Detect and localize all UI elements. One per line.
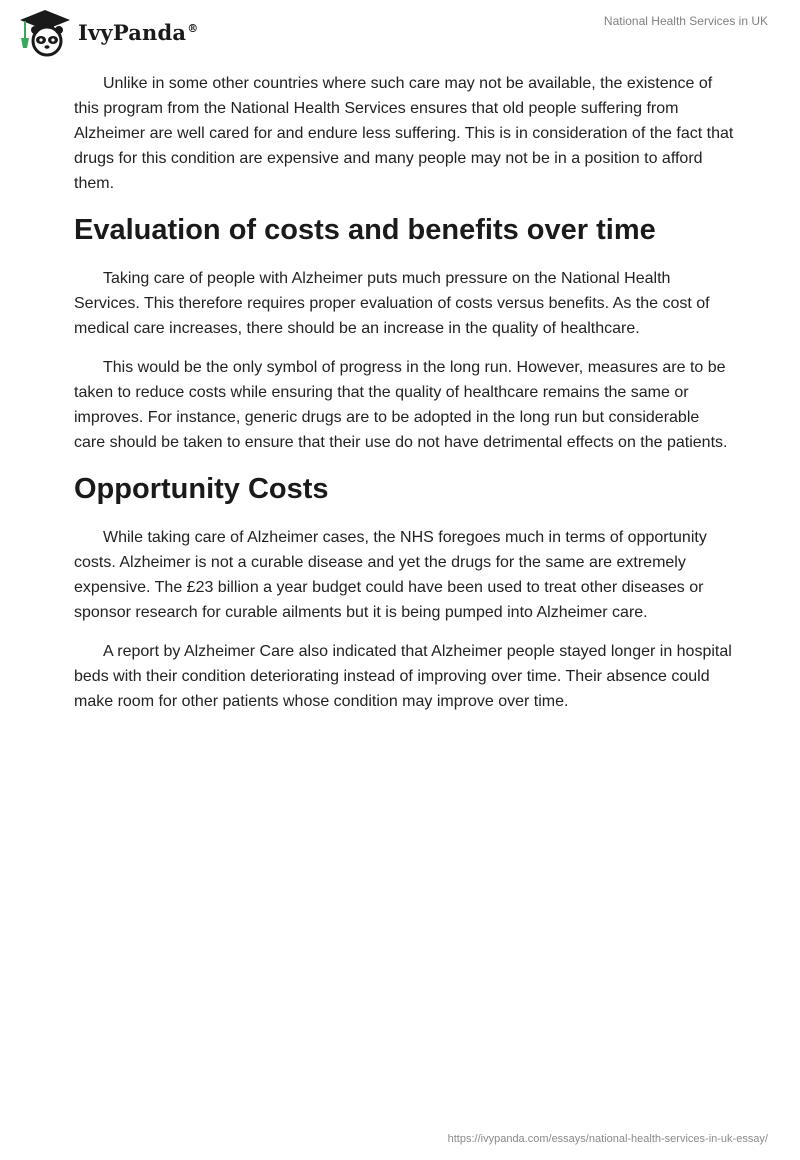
running-title: National Health Services in UK (603, 14, 768, 28)
section-heading-evaluation: Evaluation of costs and benefits over time (74, 214, 656, 246)
intro-paragraph: Unlike in some other countries where such care may not be available, the existence of this program from the National Health Services ensures that old people suffering from Alzheimer are well cared for and endure less suffering. This is in consideration of the fact that drugs for this condition are expensive and many people may not be in a position to afford them. (74, 75, 734, 192)
ivypanda-logo[interactable] (16, 8, 198, 58)
logo-wordmark: IvyPanda® (78, 19, 199, 45)
section-heading-opportunity-costs: Opportunity Costs (74, 473, 329, 505)
panda-logo-icon (16, 8, 74, 58)
opportunity-paragraph-2: A report by Alzheimer Care also indicated that Alzheimer people stayed longer in hospital beds with their condition deteriorating instead of improving over time. Their absence could make room for other patients whose condition may improve over time. (74, 643, 732, 710)
source-url[interactable]: https://ivypanda.com/essays/national-health-services-in-uk-essay/ (447, 1133, 768, 1145)
evaluation-paragraph-1: Taking care of people with Alzheimer puts much pressure on the National Health Services. This therefore requires proper evaluation of costs versus benefits. As the cost of medical care increases, there should be an increase in the quality of healthcare. (74, 270, 710, 337)
opportunity-paragraph-1: While taking care of Alzheimer cases, the NHS foregoes much in terms of opportunity costs. Alzheimer is not a curable disease and yet the drugs for the same are extremely expensive. The £23 billion a year budget could have been used to treat other diseases or sponsor research for curable ailments but it is being pumped into Alzheimer care. (74, 529, 707, 621)
essay-content (74, 71, 734, 728)
evaluation-paragraph-2: This would be the only symbol of progress in the long run. However, measures are to be taken to reduce costs while ensuring that the quality of healthcare remains the same or improves. For instance, generic drugs are to be adopted in the long run but considerable care should be taken to ensure that their use do not have detrimental effects on the patients. (74, 359, 728, 451)
page-header (0, 0, 800, 66)
